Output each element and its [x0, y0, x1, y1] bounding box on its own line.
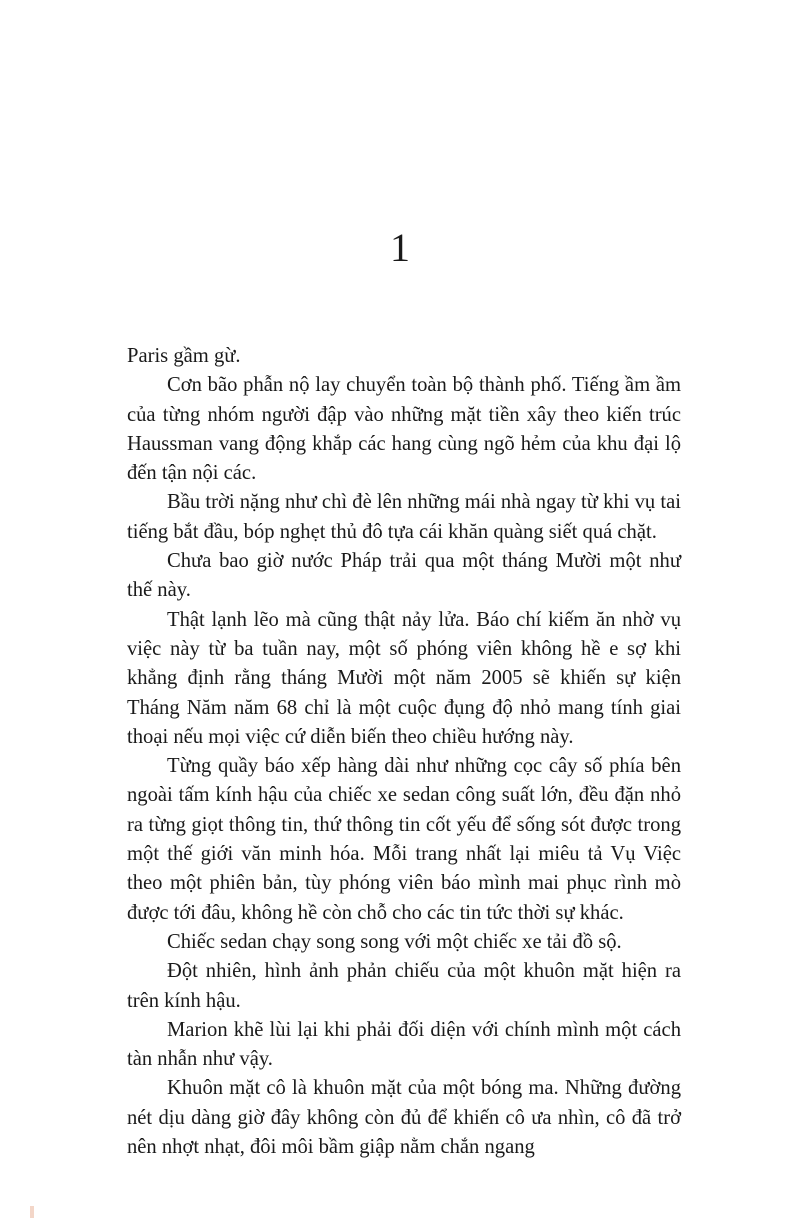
- paragraph: Paris gầm gừ.: [127, 345, 241, 367]
- paragraph: Cơn bão phẫn nộ lay chuyển toàn bộ thành phố. Tiếng ầm ầm của từng nhóm người đập vào những mặt tiền xây theo kiến trúc Haussman vang động khắp các hang cùng ngõ hẻm của khu đại lộ đến tận nội các.: [127, 374, 681, 485]
- paragraph: Từng quầy báo xếp hàng dài như những cọc cây số phía bên ngoài tấm kính hậu của chiếc xe sedan công suất lớn, đều đặn nhỏ ra từng giọt thông tin, thứ thông tin cốt yếu để sống sót được trong một thế giới văn minh hóa. Mỗi trang nhất lại miêu tả Vụ Việc theo một phiên bản, tùy phóng viên báo mình mai phục rình mò được tới đâu, không hề còn chỗ cho các tin tức thời sự khác.: [127, 755, 681, 924]
- scan-edge-mark: [30, 1206, 34, 1218]
- paragraph: Chưa bao giờ nước Pháp trải qua một tháng Mười một như thế này.: [127, 550, 681, 602]
- chapter-body: [127, 342, 681, 1162]
- paragraph: Bầu trời nặng như chì đè lên những mái nhà ngay từ khi vụ tai tiếng bắt đầu, bóp nghẹt thủ đô tựa cái khăn quàng siết quá chặt.: [127, 491, 681, 543]
- paragraph: Thật lạnh lẽo mà cũng thật nảy lửa. Báo chí kiếm ăn nhờ vụ việc này từ ba tuần nay, một số phóng viên không hề e sợ khi khẳng định rằng tháng Mười một năm 2005 sẽ khiến sự kiện Tháng Năm năm 68 chỉ là một cuộc đụng độ nhỏ mang tính giai thoại nếu mọi việc cứ diễn biến theo chiều hướng này.: [127, 608, 681, 748]
- chapter-number: 1: [390, 225, 410, 270]
- paragraph: Marion khẽ lùi lại khi phải đối diện với chính mình một cách tàn nhẫn như vậy.: [127, 1018, 681, 1071]
- paragraph: Khuôn mặt cô là khuôn mặt của một bóng ma. Những đường nét dịu dàng giờ đây không còn đủ để khiến cô ưa nhìn, cô đã trở nên nhợt nhạt, đôi môi bầm giập nằm chắn ngang: [127, 1077, 681, 1159]
- paragraph: Đột nhiên, hình ảnh phản chiếu của một khuôn mặt hiện ra trên kính hậu.: [127, 960, 681, 1012]
- paragraph: Chiếc sedan chạy song song với một chiếc xe tải đồ sộ.: [167, 930, 622, 953]
